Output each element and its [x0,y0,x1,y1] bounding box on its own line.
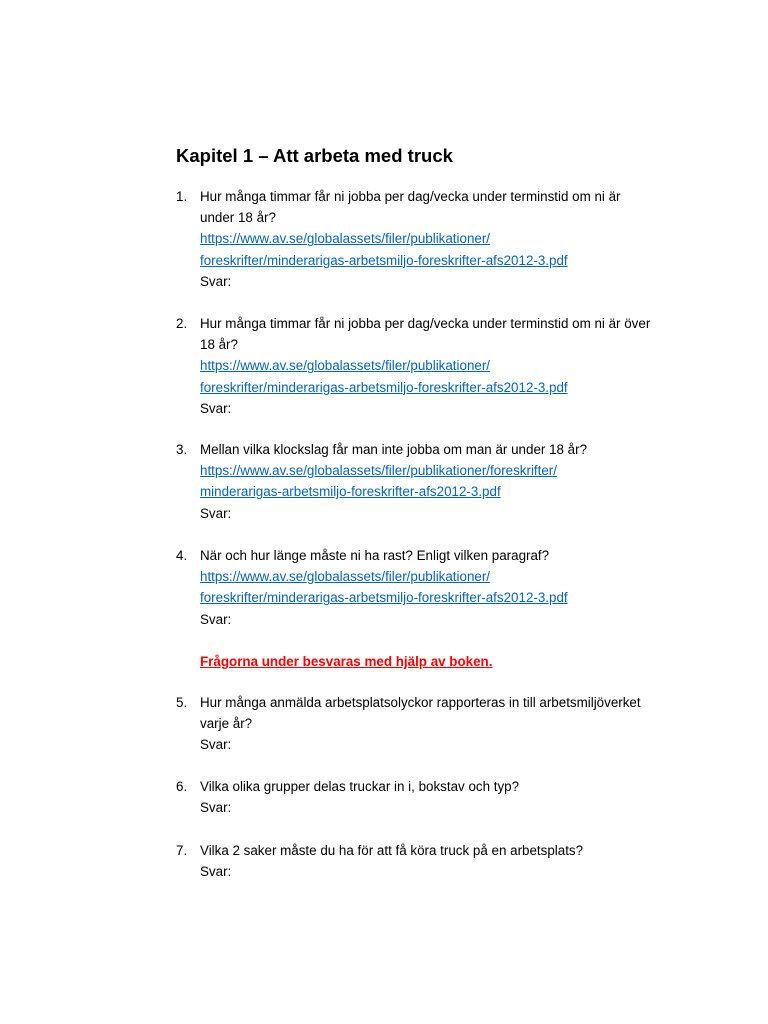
question-body [200,692,656,756]
question-number: 2. [176,316,188,331]
question-2 [176,313,656,419]
question-number: 7. [176,843,188,858]
question-text: Vilka olika grupper delas truckar in i, bokstav och typ? [200,779,520,794]
question-4 [176,545,656,630]
question-body [200,439,656,524]
answer-label: Svar: [200,505,232,521]
question-link[interactable]: https://www.av.se/globalassets/filer/publikationer/ [200,231,491,247]
answer-label: Svar: [200,611,232,627]
question-body [200,186,656,292]
question-text: När och hur länge måste ni ha rast? Enligt vilken paragraf? [200,548,550,563]
question-7 [176,840,656,882]
question-text: Hur många timmar får ni jobba per dag/vecka under terminstid om ni är under 18 år? [200,189,621,226]
question-link[interactable]: https://www.av.se/globalassets/filer/publikationer/foreskrifter/ [200,463,557,479]
question-link[interactable]: foreskrifter/minderarigas-arbetsmiljo-foreskrifter-afs2012-3.pdf [200,252,568,268]
question-link[interactable]: foreskrifter/minderarigas-arbetsmiljo-foreskrifter-afs2012-3.pdf [200,379,568,395]
book-note: Frågorna under besvaras med hjälp av boken. [200,654,493,669]
question-body [200,313,656,419]
answer-label: Svar: [200,864,232,880]
question-body [200,545,656,630]
question-number: 6. [176,779,188,794]
question-number: 4. [176,548,188,563]
question-text: Hur många anmälda arbetsplatsolyckor rapporteras in till arbetsmiljöverket varje år? [200,695,641,732]
answer-label: Svar: [200,400,232,416]
question-text: Hur många timmar får ni jobba per dag/vecka under terminstid om ni är över 18 år? [200,316,651,353]
question-link[interactable]: https://www.av.se/globalassets/filer/publikationer/ [200,358,491,374]
question-link[interactable]: foreskrifter/minderarigas-arbetsmiljo-foreskrifter-afs2012-3.pdf [200,590,568,606]
question-body [200,776,656,818]
question-number: 5. [176,695,188,710]
question-5 [176,692,656,756]
answer-label: Svar: [200,800,232,816]
question-number: 1. [176,189,188,204]
answer-label: Svar: [200,737,232,753]
question-link[interactable]: minderarigas-arbetsmiljo-foreskrifter-afs2012-3.pdf [200,484,501,500]
question-3 [176,439,656,524]
question-number: 3. [176,442,188,457]
question-1 [176,186,656,292]
question-body [200,840,656,882]
question-text: Vilka 2 saker måste du ha för att få köra truck på en arbetsplats? [200,843,584,858]
question-link[interactable]: https://www.av.se/globalassets/filer/publikationer/ [200,569,491,585]
question-6 [176,776,656,818]
question-text: Mellan vilka klockslag får man inte jobba om man är under 18 år? [200,442,588,457]
answer-label: Svar: [200,273,232,289]
page-title: Kapitel 1 – Att arbeta med truck [176,145,453,166]
